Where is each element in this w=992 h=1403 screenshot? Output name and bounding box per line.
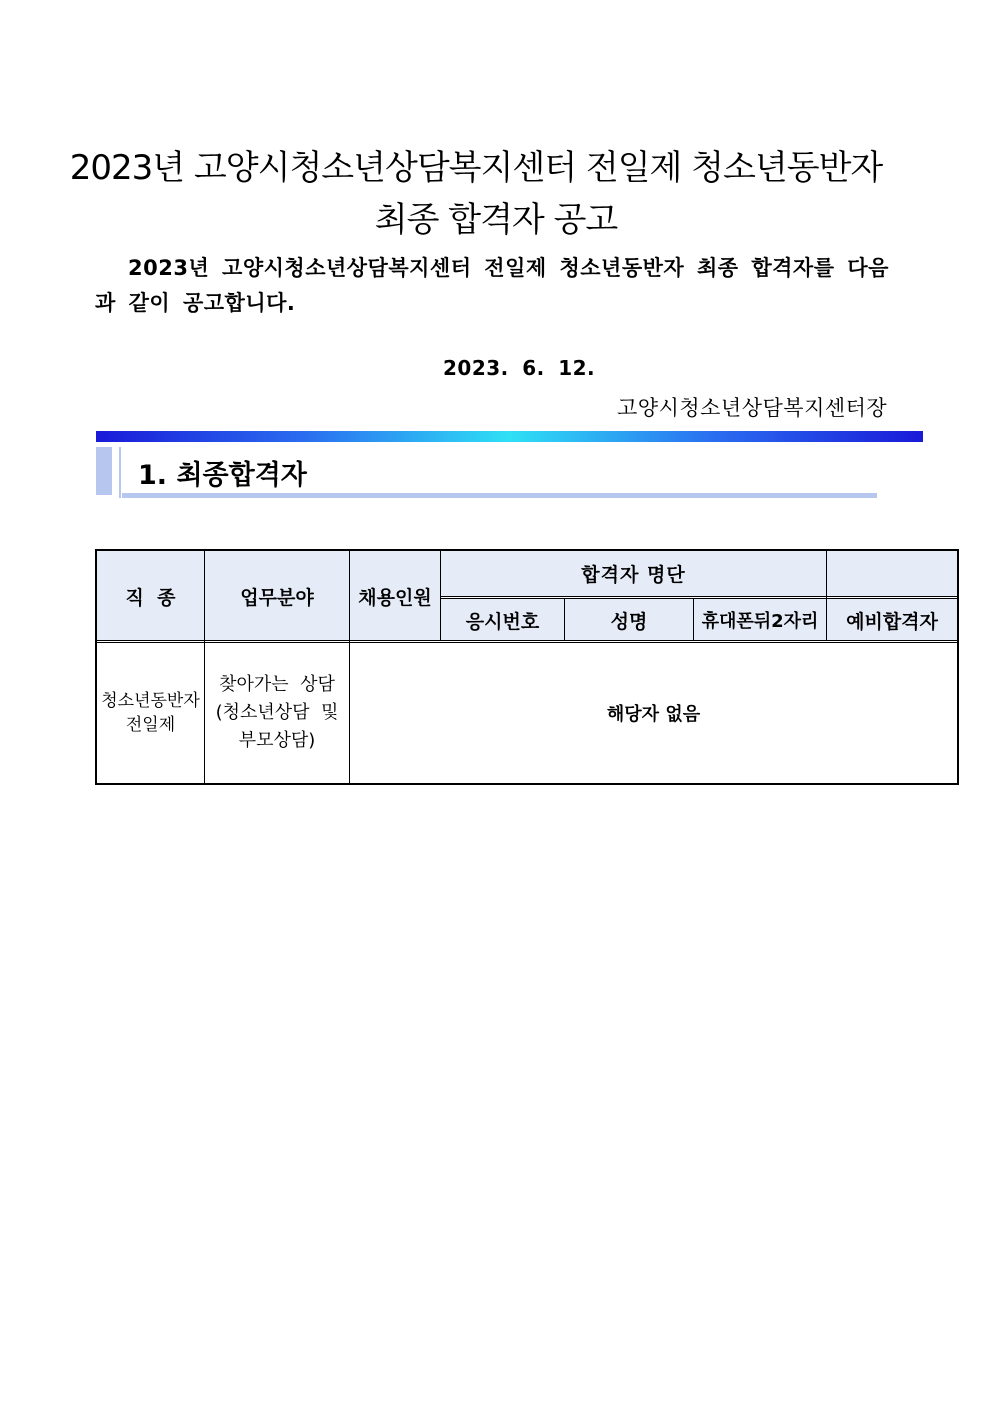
header-reserve <box>827 599 957 641</box>
header-work-field-label: 업무분야 <box>240 586 314 609</box>
header-passers-list <box>441 551 826 596</box>
grid-line <box>97 640 957 641</box>
header-job-type <box>97 551 204 641</box>
header-reserve-label: 예비합격자 <box>846 610 938 633</box>
gradient-divider <box>96 431 923 442</box>
table-row-work-field <box>205 643 349 783</box>
header-name-label: 성명 <box>610 610 648 633</box>
grid-line <box>440 596 957 597</box>
header-work-field <box>205 551 349 641</box>
section-accent-line <box>119 447 121 498</box>
section-underline <box>122 493 877 498</box>
section-accent-bar <box>96 447 112 495</box>
issuing-organization: 고양시청소년상담복지센터장 <box>617 396 888 420</box>
header-passers-list-label: 합격자 명단 <box>581 564 686 586</box>
work-field-line-1: 찾아가는 상담 <box>219 674 335 695</box>
result-table <box>95 549 959 785</box>
announcement-date: 2023. 6. 12. <box>443 356 596 380</box>
header-name <box>565 599 693 641</box>
work-field-line-3: 부모상담) <box>238 730 316 751</box>
header-applicant-no <box>441 599 564 641</box>
table-row-job-type <box>97 643 204 783</box>
intro-line-1: 2023년 고양시청소년상담복지센터 전일제 청소년동반자 최종 합격자를 다음 <box>128 256 889 280</box>
job-type-line-1: 청소년동반자 <box>101 691 200 711</box>
title-line-1: 2023년 고양시청소년상담복지센터 전일제 청소년동반자 <box>69 148 883 188</box>
header-applicant-no-label: 응시번호 <box>465 610 540 633</box>
header-hires-label: 채용인원 <box>358 586 432 609</box>
header-hires <box>350 551 440 641</box>
grid-line <box>440 598 957 599</box>
section-title: 1. 최종합격자 <box>138 460 307 491</box>
header-empty-top <box>827 551 957 596</box>
header-phone-last2-label: 휴대폰뒤2자리 <box>701 611 819 632</box>
table-row-result <box>350 643 957 783</box>
result-text: 해당자 없음 <box>606 704 701 725</box>
header-job-type-label: 직 종 <box>125 586 176 609</box>
grid-line <box>693 598 694 641</box>
job-type-line-2: 전일제 <box>125 715 176 735</box>
title-line-2: 최종 합격자 공고 <box>374 200 618 240</box>
intro-line-2: 과 같이 공고합니다. <box>95 291 296 315</box>
grid-line <box>564 598 565 641</box>
work-field-line-2: (청소년상담 및 <box>215 702 339 723</box>
header-phone-last2 <box>694 599 826 641</box>
